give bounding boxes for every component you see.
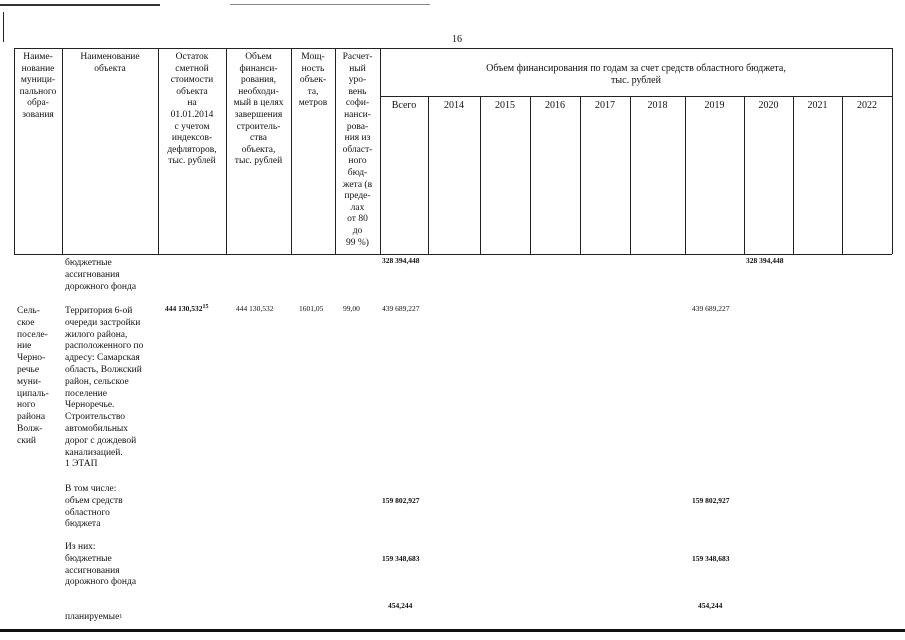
row-main-capacity: 1601,05 [299, 304, 324, 313]
header-year-2014: 2014 [444, 100, 464, 111]
footnote-marker: 1 [119, 613, 123, 620]
header-remaining-cost: Остаток сметной стоимости объекта на 01.01.2014 с учетом индексов- дефляторов, тыс. рублей [167, 52, 217, 167]
header-year-2021: 2021 [807, 100, 828, 111]
col-border [62, 48, 63, 254]
col-border [842, 96, 843, 254]
col-border [580, 96, 581, 254]
footnote-marker: 15 [202, 304, 209, 310]
table-bottom-border [0, 629, 905, 632]
col-border [793, 96, 794, 254]
row-carryover-label: бюджетные ассигнования дорожного фонда [65, 258, 137, 292]
left-edge-mark [3, 12, 4, 42]
header-funding-volume: Объем финанси- рования, необходи- мый в целях завершения строитель- ства объекта, тыс. рублей [233, 52, 284, 167]
col-border [892, 48, 893, 254]
header-bottom-border [14, 254, 892, 255]
table-top-border [14, 48, 892, 49]
row-carryover-total: 328 394,448 [382, 256, 420, 265]
header-year-2020: 2020 [758, 100, 779, 111]
col-border [380, 48, 381, 254]
row-planned-2019: 454,244 [698, 601, 723, 610]
row-main-municipality: Сель- ское поселе- ние Черно- речье муни- ципаль- ного района Волж- ский [17, 306, 49, 446]
header-year-2016: 2016 [545, 100, 565, 111]
planned-text: планируемые [65, 611, 120, 622]
page-number: 16 [452, 34, 462, 45]
row-including-label: В том числе: объем средств областного бюджета [65, 484, 123, 530]
top-edge-mark-left [0, 4, 160, 6]
col-border [630, 96, 631, 254]
remaining-cost-value: 444 130,532 [165, 304, 203, 313]
col-border [480, 96, 481, 254]
row-of-which-label: Из них: бюджетные ассигнования дорожного фонда [65, 542, 137, 588]
row-carryover-2020: 328 394,448 [746, 256, 784, 265]
header-capacity: Мощ- ность объек- та, метров [298, 52, 328, 109]
header-total: Всего [391, 100, 417, 111]
row-main-object: Территория 6-ой очереди застройки жилого района, расположенного по адресу: Самарская область, Волжский район, сельское поселение Черноречье. Строительство автомобильных дорог с дождевой канализацией. 1 ЭТАП [65, 306, 144, 470]
row-main-cofinancing: 99,00 [343, 304, 360, 313]
row-main-remaining-cost [165, 304, 209, 313]
header-object: Наименование объекта [80, 52, 140, 74]
row-including-total: 159 802,927 [382, 496, 420, 505]
row-planned-label [65, 600, 159, 624]
header-year-2017: 2017 [595, 100, 615, 111]
row-main-total: 439 689,227 [382, 304, 420, 313]
col-border [685, 96, 686, 254]
header-year-2018: 2018 [647, 100, 668, 111]
row-including-2019: 159 802,927 [692, 496, 730, 505]
header-cofinancing-level: Расчет- ный уро- вень софи- нанси- рова- ния из област- ного бюд- жета (в преде- лах от 80 до 99 %) [342, 52, 373, 248]
row-of-which-2019: 159 348,683 [692, 554, 730, 563]
header-regional-funding: Объем финансирования по годам за счет средств областного бюджета, тыс. рублей [486, 63, 786, 86]
header-year-2015: 2015 [495, 100, 515, 111]
header-municipality: Наиме- нование муници- пального обра- зования [19, 52, 57, 120]
col-border [530, 96, 531, 254]
row-main-funding-volume: 444 130,532 [236, 304, 274, 313]
row-main-2019: 439 689,227 [692, 304, 730, 313]
col-border [744, 96, 745, 254]
top-edge-mark-right [230, 4, 430, 5]
row-of-which-total: 159 348,683 [382, 554, 420, 563]
years-header-divider [380, 96, 892, 97]
header-year-2022: 2022 [857, 100, 877, 111]
col-border [428, 96, 429, 254]
row-planned-total: 454,244 [388, 601, 413, 610]
header-year-2019: 2019 [704, 100, 725, 111]
